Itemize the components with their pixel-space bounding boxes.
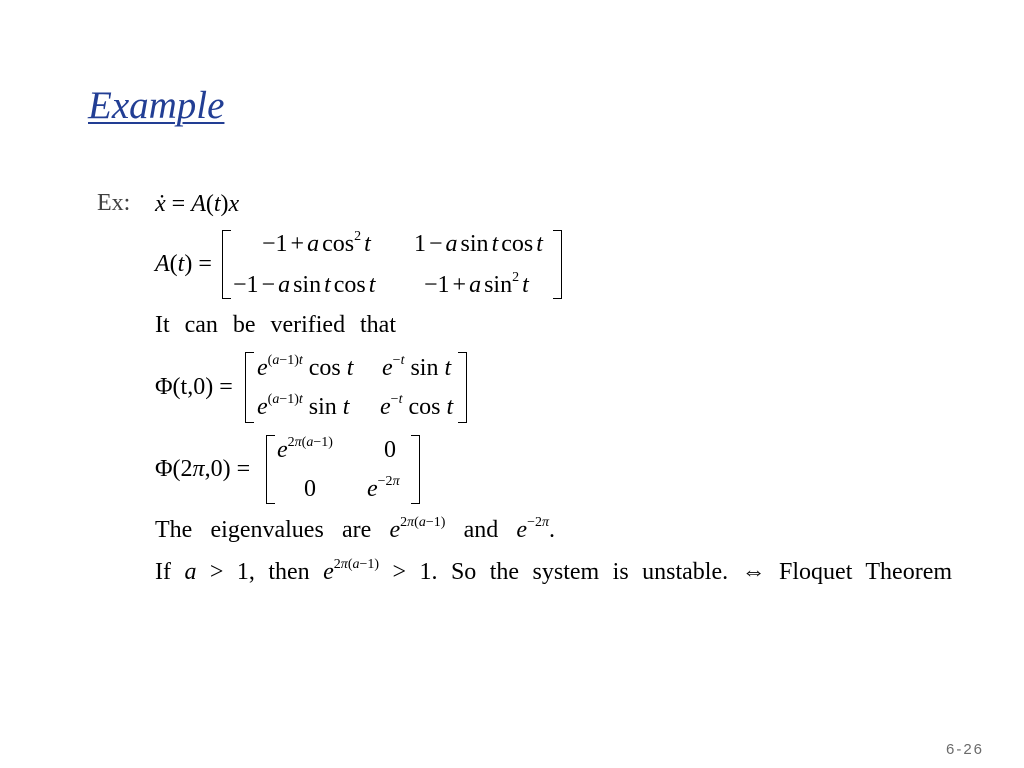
math-variable: a <box>278 272 291 298</box>
phi-2pi-matrix-entry-r2c1 <box>304 477 316 501</box>
phi-t-matrix-entry-r1c2 <box>382 353 452 381</box>
superscript: − <box>390 392 399 407</box>
math-variable: t <box>361 231 371 257</box>
superscript: −1) <box>425 515 446 530</box>
phi-2pi-matrix-left-bracket <box>266 435 275 504</box>
math-variable: a <box>184 559 197 585</box>
math-variable: e <box>257 355 268 381</box>
phi-2pi-matrix-right-bracket <box>411 435 420 504</box>
text-run: The eigenvalues are <box>155 517 390 543</box>
text-run: . <box>549 517 555 543</box>
math-variable: A <box>191 191 206 217</box>
math-variable: t <box>368 272 376 298</box>
superscript: − <box>392 353 401 368</box>
superscript: ( <box>267 392 273 407</box>
math-variable: π <box>192 456 205 482</box>
text-run: ) <box>220 191 229 217</box>
superscript: ( <box>414 515 419 530</box>
text-run: If <box>155 559 185 585</box>
superscript: a <box>306 435 314 450</box>
phi-t-matrix-right-bracket <box>458 352 467 423</box>
example-label: Ex: <box>97 190 131 216</box>
text-run: cos <box>498 231 537 257</box>
text-run: > 1. So the system is unstable. <box>379 559 742 585</box>
page-number: 6-26 <box>946 741 985 758</box>
superscript: t <box>298 392 303 407</box>
superscript: 2 <box>354 229 362 244</box>
math-variable: t <box>346 355 354 381</box>
text-run: cos <box>402 394 447 420</box>
superscript: ( <box>301 435 307 450</box>
a-matrix-entry-r1c1 <box>262 229 371 257</box>
math-variable: t <box>446 394 454 420</box>
phi-t-matrix-label <box>155 375 233 399</box>
superscript: t <box>298 353 303 368</box>
a-matrix-right-bracket <box>553 230 562 299</box>
superscript: 2 <box>512 270 520 285</box>
superscript: a <box>272 353 280 368</box>
text-run: sin <box>302 394 343 420</box>
math-variable: e <box>516 517 528 543</box>
text-run: sin <box>481 272 513 298</box>
slide-title: Example <box>88 84 225 127</box>
text-run: It can be verified that <box>155 312 396 338</box>
eigenvalues-statement <box>155 515 555 543</box>
superscript: t <box>398 392 403 407</box>
math-variable: ẋ <box>155 191 166 217</box>
phi-t-matrix-entry-r2c1 <box>257 392 350 420</box>
math-variable: t <box>519 272 529 298</box>
text-run: = <box>165 191 192 217</box>
superscript: −2 <box>377 474 393 489</box>
math-variable: e <box>389 517 401 543</box>
math-variable: e <box>367 476 378 502</box>
text-run: cos <box>319 231 355 257</box>
verified-statement <box>155 313 396 337</box>
math-variable: e <box>323 559 334 585</box>
text-run: ) = <box>184 251 212 277</box>
superscript: π <box>294 435 302 450</box>
math-variable: t <box>536 231 543 257</box>
superscript: 2 <box>333 557 341 572</box>
instability-statement <box>155 557 953 585</box>
text-run: sin <box>457 231 492 257</box>
a-matrix-entry-r1c2 <box>414 232 543 256</box>
text-run: sin <box>404 355 445 381</box>
superscript: ( <box>267 353 273 368</box>
superscript: a <box>272 392 280 407</box>
superscript: 2 <box>287 435 295 450</box>
text-run: −1 + <box>424 272 470 298</box>
text-run: 0 <box>384 437 396 463</box>
phi-t-matrix-left-bracket <box>245 352 254 423</box>
text-run: Φ(2 <box>155 456 193 482</box>
a-matrix-entry-r2c1 <box>233 273 375 297</box>
math-variable: t <box>213 191 221 217</box>
text-run: −1 + <box>262 231 308 257</box>
math-variable: t <box>444 355 452 381</box>
text-run: sin <box>290 272 325 298</box>
superscript: π <box>407 515 415 530</box>
text-run: 0 <box>304 476 316 502</box>
superscript: −1) <box>279 353 299 368</box>
text-run: −1 − <box>233 272 279 298</box>
phi-2pi-matrix-entry-r2c2 <box>367 474 400 502</box>
text-run: Φ(t,0) = <box>155 374 233 400</box>
text-run: ( <box>205 191 214 217</box>
math-variable: A <box>155 251 170 277</box>
math-variable: x <box>228 191 240 217</box>
text-run: cos <box>302 355 347 381</box>
math-variable: t <box>177 251 185 277</box>
phi-2pi-matrix-entry-r1c1 <box>277 435 333 463</box>
text-run: ,0) = <box>204 456 251 482</box>
phi-t-matrix-entry-r2c2 <box>380 392 454 420</box>
math-variable: t <box>491 231 499 257</box>
superscript: −1) <box>313 435 333 450</box>
text-run: ( <box>169 251 178 277</box>
math-variable: a <box>307 231 320 257</box>
superscript: π <box>340 557 348 572</box>
a-matrix-label <box>155 252 212 276</box>
text-run: 1 − <box>414 231 446 257</box>
superscript: π <box>392 474 400 489</box>
math-variable: e <box>277 437 288 463</box>
superscript: ( <box>347 557 353 572</box>
math-variable: t <box>342 394 350 420</box>
phi-2pi-matrix-label <box>155 457 250 481</box>
superscript: π <box>541 515 549 530</box>
superscript: 2 <box>400 515 408 530</box>
superscript: a <box>352 557 360 572</box>
math-variable: t <box>324 272 331 298</box>
math-variable: e <box>382 355 393 381</box>
text-run: > 1, then <box>196 559 324 585</box>
superscript: t <box>400 353 405 368</box>
math-variable: e <box>257 394 268 420</box>
superscript: −2 <box>527 515 542 530</box>
text-run: cos <box>330 272 369 298</box>
math-variable: a <box>445 231 458 257</box>
phi-2pi-matrix-entry-r1c2 <box>384 438 396 462</box>
math-variable: a <box>469 272 482 298</box>
text-run: ⇔ <box>741 559 766 585</box>
state-equation <box>155 192 239 216</box>
a-matrix-left-bracket <box>222 230 231 299</box>
text-run: and <box>445 517 517 543</box>
text-run: Floquet Theorem <box>765 559 953 585</box>
superscript: −1) <box>359 557 380 572</box>
phi-t-matrix-entry-r1c1 <box>257 353 354 381</box>
superscript: a <box>418 515 426 530</box>
a-matrix-entry-r2c2 <box>424 270 529 298</box>
superscript: −1) <box>279 392 299 407</box>
math-variable: e <box>380 394 391 420</box>
